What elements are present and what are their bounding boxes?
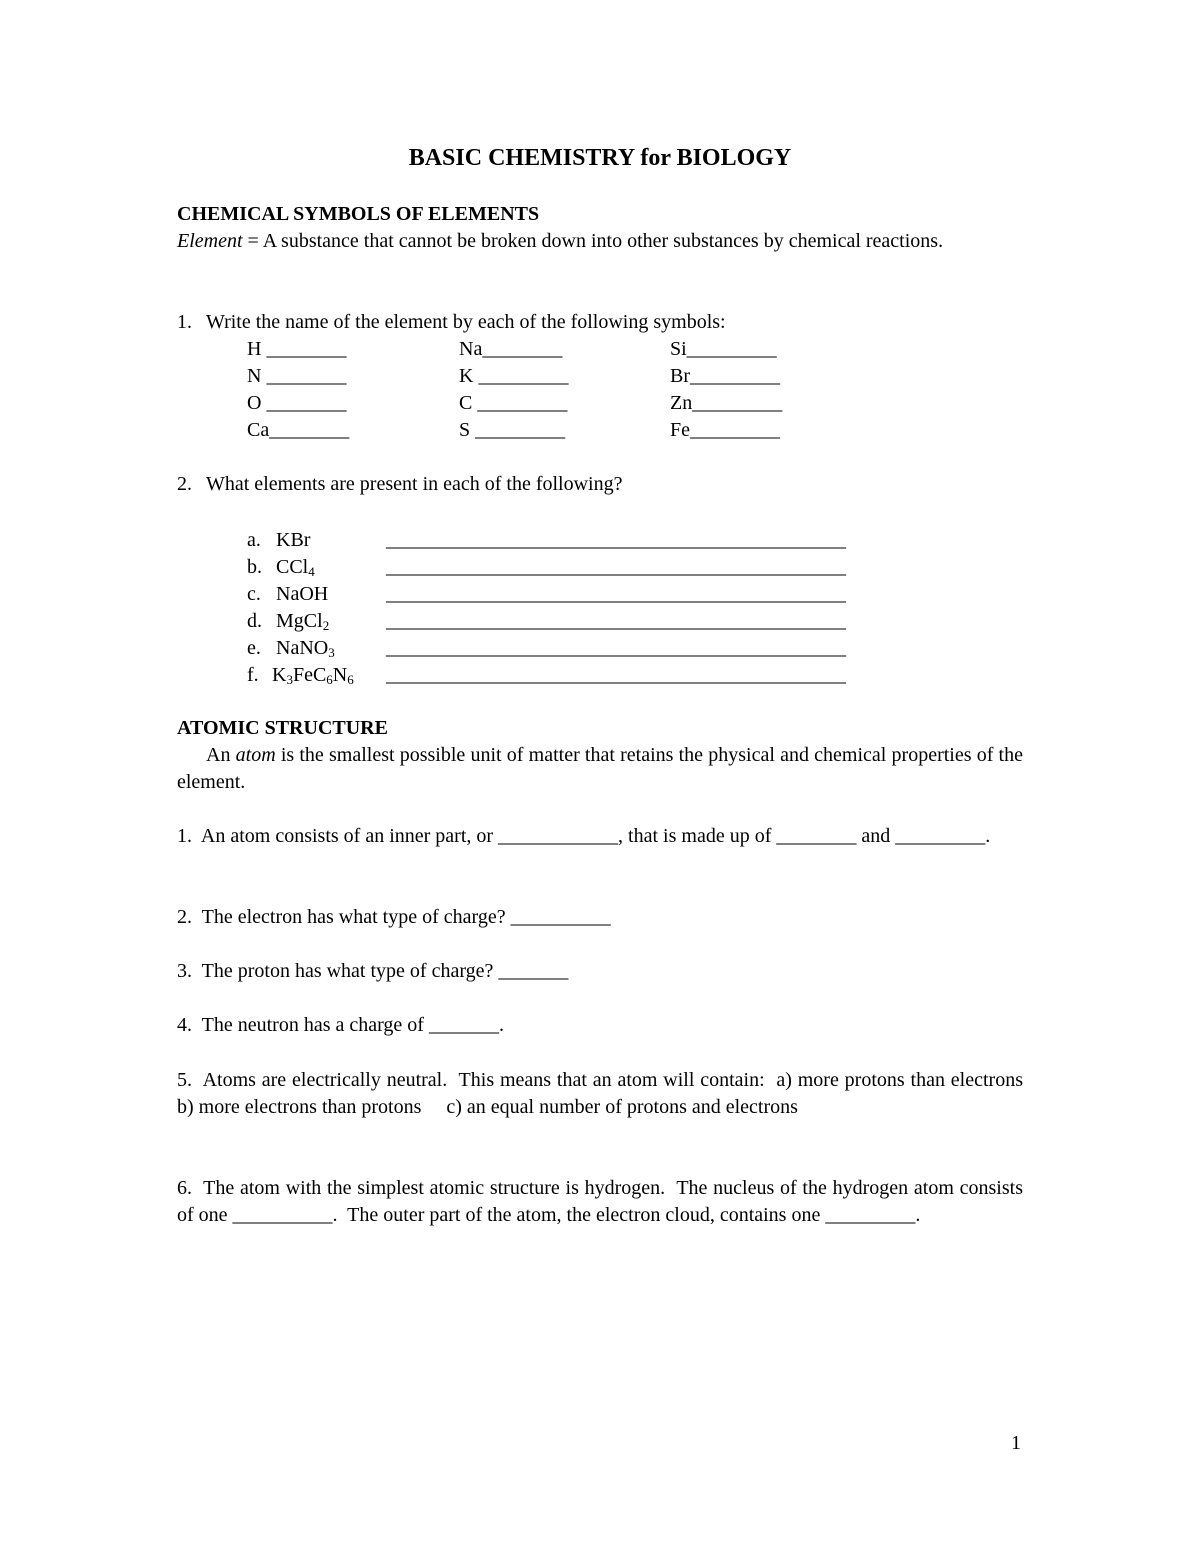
symbol-cell: Ca________ [247, 419, 350, 441]
compound-formula: MgCl$_2$ [276, 610, 330, 633]
page-number: 1 [1011, 1432, 1021, 1454]
atomic-question-2: 2. The electron has what type of charge? __________ [177, 906, 611, 928]
compound-formula: KBr [276, 529, 311, 551]
atomic-question-1: 1. An atom consists of an inner part, or ____________, that is made up of ________ and _________. [177, 825, 991, 847]
symbol-cell: Zn_________ [670, 392, 783, 414]
definition-text: = A substance that cannot be broken down into other substances by chemical reactions. [242, 230, 944, 252]
symbol-cell: C _________ [459, 392, 568, 414]
compound-letter: f. [247, 664, 259, 686]
question-1-number: 1. [177, 311, 192, 333]
question-2-text: What elements are present in each of the following? [206, 473, 623, 495]
compound-formula: NaOH [276, 583, 329, 605]
symbol-cell: K _________ [459, 365, 569, 387]
compound-letter: e. [247, 637, 261, 659]
compound-letter: b. [247, 556, 262, 578]
question-2-number: 2. [177, 473, 192, 495]
definition-term: Element [177, 230, 243, 252]
atom-term: atom [235, 744, 276, 766]
compound-letter: a. [247, 529, 261, 551]
answer-line: ______________________________________________ [386, 583, 846, 605]
compound-formula: CCl$_4$ [276, 556, 315, 579]
symbol-cell: S _________ [459, 419, 566, 441]
compound-letter: c. [247, 583, 261, 605]
symbol-cell: Fe_________ [670, 419, 780, 441]
section-heading-atomic-structure: ATOMIC STRUCTURE [177, 717, 388, 739]
answer-line: ______________________________________________ [386, 664, 846, 686]
atomic-question-3: 3. The proton has what type of charge? _______ [177, 960, 569, 982]
atomic-question-5: 5. Atoms are electrically neutral. This means that an atom will contain: a) more protons than electrons b) more electrons than protons c) an equal number of protons and electrons [177, 1069, 1048, 1118]
atom-definition: An atom is the smallest possible unit of matter that retains the physical and chemical properties of the element. [177, 744, 1023, 793]
element-definition [177, 228, 1023, 255]
symbol-cell: Br_________ [670, 365, 780, 387]
answer-line: ______________________________________________ [386, 610, 846, 632]
answer-line: ______________________________________________ [386, 529, 846, 551]
section-heading-chemical-symbols: CHEMICAL SYMBOLS OF ELEMENTS [177, 203, 540, 225]
symbol-cell: N ________ [247, 365, 347, 387]
compound-formula: NaNO$_3$ [276, 637, 335, 660]
question-1-text: Write the name of the element by each of the following symbols: [206, 311, 726, 333]
page-title: BASIC CHEMISTRY for BIOLOGY [408, 145, 792, 171]
atomic-question-4: 4. The neutron has a charge of _______. [177, 1014, 504, 1036]
symbol-cell: Na________ [459, 338, 563, 360]
answer-line: ______________________________________________ [386, 556, 846, 578]
answer-line: ______________________________________________ [386, 637, 846, 659]
symbol-cell: O ________ [247, 392, 347, 414]
symbol-cell: H ________ [247, 338, 347, 360]
compound-formula: $K_3FeC_6N_6$ [272, 664, 354, 687]
compound-letter: d. [247, 610, 262, 632]
atomic-question-6: 6. The atom with the simplest atomic structure is hydrogen. The nucleus of the hydrogen atom consists of one __________. The outer part of the atom, the electron cloud, contains one _________. [177, 1177, 1028, 1226]
symbol-cell: Si_________ [670, 338, 777, 360]
